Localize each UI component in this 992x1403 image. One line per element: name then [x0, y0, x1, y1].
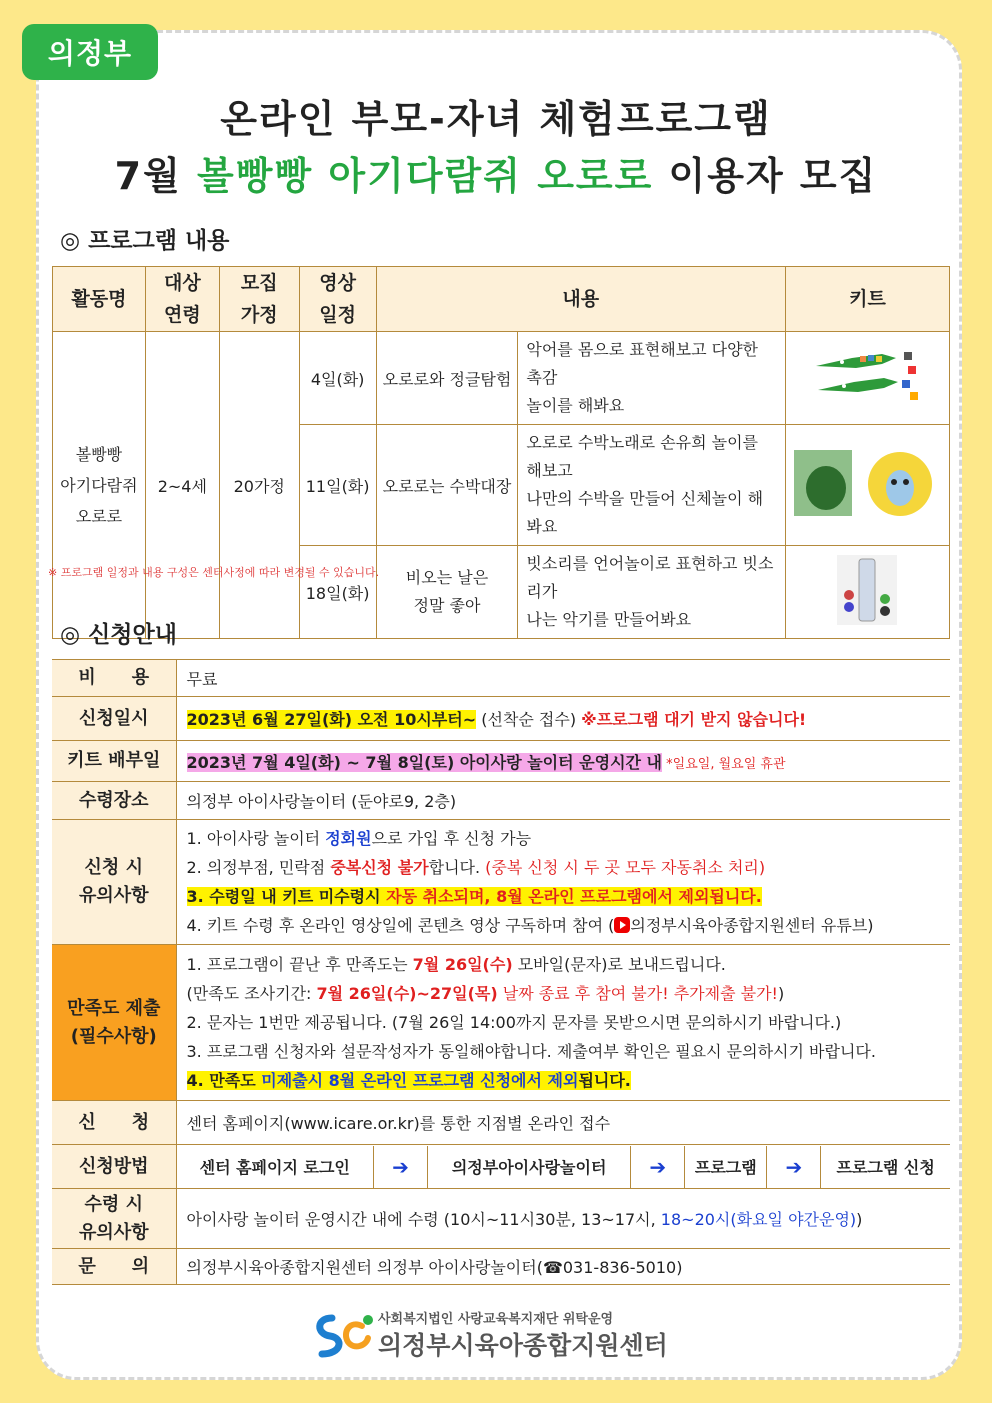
value-place: 의정부 아이사랑놀이터 (둔야로9, 2층) [176, 782, 950, 820]
footer-logo [308, 1306, 708, 1362]
cell-title-3: 비오는 날은 정말 좋아 [376, 546, 518, 639]
th-families: 모집 가정 [219, 267, 299, 332]
arrow-icon: ➔ [373, 1146, 427, 1188]
title-suffix: 이용자 모집 [668, 154, 878, 198]
step-login: 센터 홈페이지 로그인 [199, 1158, 350, 1177]
label-method: 신청방법 [52, 1145, 176, 1189]
cell-date-2: 11일(화) [299, 425, 376, 546]
value-survey: 1. 프로그램이 끝난 후 만족도는 7월 26일(수) 모바일(문자)로 보내드립니다. (만족도 조사기간: 7월 26일(수)~27일(목) 날짜 종료 후 참여 불가! 추가제출 불가!) 2. 문자는 1번만 제공됩니다. (7월 26일 14:00까지 문자를 못받으시면 문의하시기 바랍니다.) 3. 프로그램 신청자와 설문작성자가 동일해야합니다. 제출여부 확인은 필요시 문의하시기 바랍니다. 4. 만족도 미제출시 8월 온라인 프로그램 신청에서 제외됩니다. [176, 945, 950, 1101]
region-tag: 의정부 [22, 24, 158, 80]
arrow-icon: ➔ [767, 1146, 821, 1188]
value-apply: 센터 홈페이지(www.icare.or.kr)를 통한 지점별 온라인 접수 [176, 1101, 950, 1145]
label-place: 수령장소 [52, 782, 176, 820]
program-note: ※ 프로그램 일정과 내용 구성은 센터사정에 따라 변경될 수 있습니다. [48, 566, 380, 579]
th-age: 대상 연령 [145, 267, 219, 332]
title-green2: 아기다람쥐 [328, 154, 522, 198]
th-kit: 키트 [785, 267, 949, 332]
cell-date-3: 18일(화) [299, 546, 376, 639]
step-apply: 프로그램 신청 [821, 1146, 950, 1188]
arrow-icon: ➔ [631, 1146, 685, 1188]
value-apply-date: 2023년 6월 27일(화) 오전 10시부터~ (선착순 접수) ※프로그램 대기 받지 않습니다! [176, 697, 950, 741]
footer-main: 의정부시육아종합지원센터 [378, 1331, 668, 1360]
step-program: 프로그램 [685, 1146, 767, 1188]
program-table [52, 266, 950, 639]
label-fee: 비 용 [52, 660, 176, 697]
info-table [52, 659, 950, 1285]
value-kit-date: 2023년 7월 4일(화) ~ 7월 8일(토) 아이사랑 놀이터 운영시간 내 *일요일, 월요일 휴관 [176, 741, 950, 782]
kit-image-crocodile [785, 332, 949, 425]
center-logo-icon [310, 1308, 374, 1360]
cell-title-1: 오로로와 정글탐험 [376, 332, 518, 425]
value-caution: 1. 아이사랑 놀이터 정회원으로 가입 후 신청 가능 2. 의정부점, 민락점 중복신청 불가합니다. (중복 신청 시 두 곳 모두 자동취소 처리) 3. 수령일 내 키트 미수령시 자동 취소되며, 8월 온라인 프로그램에서 제외됩니다. 4. 키트 수령 후 온라인 영상일에 콘텐츠 영상 구독하며 참여 ( 의정부시육아종합지원센터 유튜브) [176, 820, 950, 945]
label-contact: 문 의 [52, 1249, 176, 1285]
cell-date-1: 4일(화) [299, 332, 376, 425]
title-green1: 볼빵빵 [197, 154, 314, 198]
title-line2 [0, 145, 992, 200]
cell-desc-2: 오로로 수박노래로 손유희 놀이를 해보고 나만의 수박을 만들어 신체놀이 해봐요 [518, 425, 786, 546]
title-month: 7월 [114, 154, 182, 198]
value-receive: 아이사랑 놀이터 운영시간 내에 수령 (10시~11시30분, 13~17시, 18~20시(화요일 야간운영)) [176, 1189, 950, 1249]
cell-title-2: 오로로는 수박대장 [376, 425, 518, 546]
cell-families: 20가정 [219, 332, 299, 639]
label-survey: 만족도 제출 (필수사항) [52, 945, 176, 1101]
section-apply-heading: ◎ 신청안내 [60, 622, 177, 648]
youtube-icon [614, 917, 630, 933]
method-steps [177, 1146, 951, 1188]
title-green3: 오로로 [537, 154, 654, 198]
title-line1: 온라인 부모-자녀 체험프로그램 [220, 97, 772, 141]
label-caution: 신청 시 유의사항 [52, 820, 176, 945]
value-method [176, 1145, 950, 1189]
th-activity: 활동명 [53, 267, 146, 332]
label-apply-date: 신청일시 [52, 697, 176, 741]
value-fee: 무료 [176, 660, 950, 697]
footer-sub: 사회복지법인 사랑교육복지재단 위탁운영 [378, 1312, 614, 1327]
cell-desc-1: 악어를 몸으로 표현해보고 다양한 촉감 놀이를 해봐요 [518, 332, 786, 425]
cell-activity: 볼빵빵 아기다람쥐 오로로 [53, 332, 146, 639]
label-kit-date: 키트 배부일 [52, 741, 176, 782]
kit-image-watermelon [785, 425, 949, 546]
step-playground: 의정부아이사랑놀이터 [427, 1146, 630, 1188]
th-content: 내용 [376, 267, 785, 332]
cell-desc-3: 빗소리를 언어놀이로 표현하고 빗소리가 나는 악기를 만들어봐요 [518, 546, 786, 639]
section-program-heading: ◎ 프로그램 내용 [60, 228, 230, 254]
cell-age: 2~4세 [145, 332, 219, 639]
kit-image-rainstick [785, 546, 949, 639]
label-apply: 신 청 [52, 1101, 176, 1145]
th-schedule: 영상 일정 [299, 267, 376, 332]
label-receive: 수령 시 유의사항 [52, 1189, 176, 1249]
value-contact: 의정부시육아종합지원센터 의정부 아이사랑놀이터(☎031-836-5010) [176, 1249, 950, 1285]
